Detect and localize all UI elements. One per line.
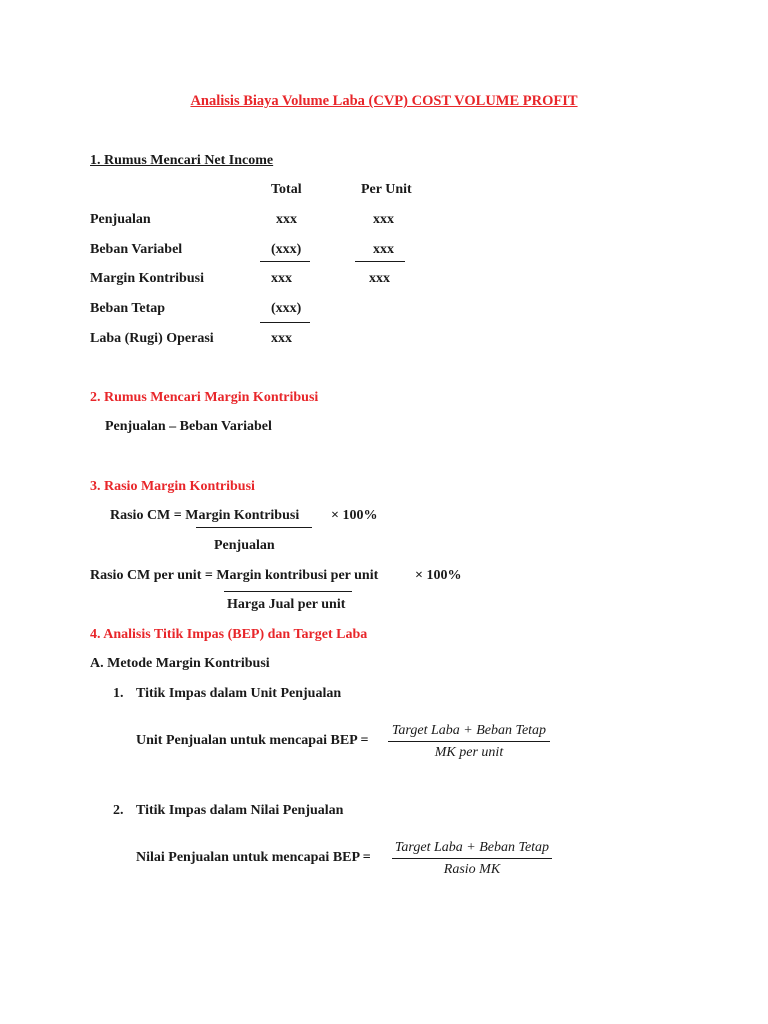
- row-total: (xxx): [271, 301, 302, 316]
- column-header-total: Total: [271, 182, 302, 197]
- bep-units-formula: Unit Penjualan untuk mencapai BEP =: [136, 733, 369, 748]
- cm-ratio-per-unit-denominator: Harga Jual per unit: [227, 597, 346, 612]
- fraction-bar: [196, 527, 312, 528]
- cm-ratio-per-unit-formula: Rasio CM per unit = Margin kontribusi per unit: [90, 568, 379, 583]
- list-item-number: 1.: [113, 686, 124, 701]
- subtotal-rule: [260, 261, 310, 262]
- row-label: Beban Tetap: [90, 301, 166, 316]
- fraction-bar: [224, 591, 352, 592]
- row-label: Beban Variabel: [90, 242, 183, 257]
- bep-sales-formula: Nilai Penjualan untuk mencapai BEP =: [136, 850, 371, 865]
- list-item-title: Titik Impas dalam Unit Penjualan: [136, 686, 342, 701]
- column-header-per-unit: Per Unit: [361, 182, 412, 197]
- row-total: xxx: [271, 271, 292, 286]
- list-item-number: 2.: [113, 803, 124, 818]
- bep-sales-fraction: [392, 840, 552, 878]
- fraction-numerator: Target Laba + Beban Tetap: [394, 840, 550, 855]
- contribution-margin-formula: Penjualan – Beban Variabel: [105, 419, 272, 434]
- list-item-title: Titik Impas dalam Nilai Penjualan: [136, 803, 344, 818]
- cm-ratio-denominator: Penjualan: [214, 538, 275, 553]
- section3-heading: 3. Rasio Margin Kontribusi: [90, 479, 255, 494]
- cm-ratio-multiplier: × 100%: [331, 508, 378, 523]
- fraction-bar: [392, 858, 552, 859]
- row-label: Laba (Rugi) Operasi: [90, 331, 214, 346]
- row-per-unit: xxx: [373, 212, 394, 227]
- fraction-denominator: MK per unit: [434, 745, 504, 760]
- bep-units-fraction: [388, 723, 550, 761]
- fraction-bar: [388, 741, 550, 742]
- fraction-denominator: Rasio MK: [443, 862, 501, 877]
- row-total: xxx: [271, 331, 292, 346]
- cm-ratio-formula: Rasio CM = Margin Kontribusi: [110, 508, 300, 523]
- document-title: Analisis Biaya Volume Laba (CVP) COST VOLUME PROFIT: [190, 93, 578, 109]
- row-label: Margin Kontribusi: [90, 271, 204, 286]
- fraction-numerator: Target Laba + Beban Tetap: [391, 723, 547, 738]
- cm-ratio-per-unit-multiplier: × 100%: [415, 568, 462, 583]
- row-per-unit: xxx: [373, 242, 394, 257]
- subtotal-rule: [355, 261, 405, 262]
- section2-heading: 2. Rumus Mencari Margin Kontribusi: [90, 390, 319, 405]
- method-heading: A. Metode Margin Kontribusi: [90, 656, 270, 671]
- row-total: (xxx): [271, 242, 302, 257]
- section4-heading: 4. Analisis Titik Impas (BEP) dan Target Laba: [90, 627, 368, 642]
- row-per-unit: xxx: [369, 271, 390, 286]
- row-label: Penjualan: [90, 212, 151, 227]
- subtotal-rule: [260, 322, 310, 323]
- row-total: xxx: [276, 212, 297, 227]
- section1-heading: 1. Rumus Mencari Net Income: [90, 153, 274, 168]
